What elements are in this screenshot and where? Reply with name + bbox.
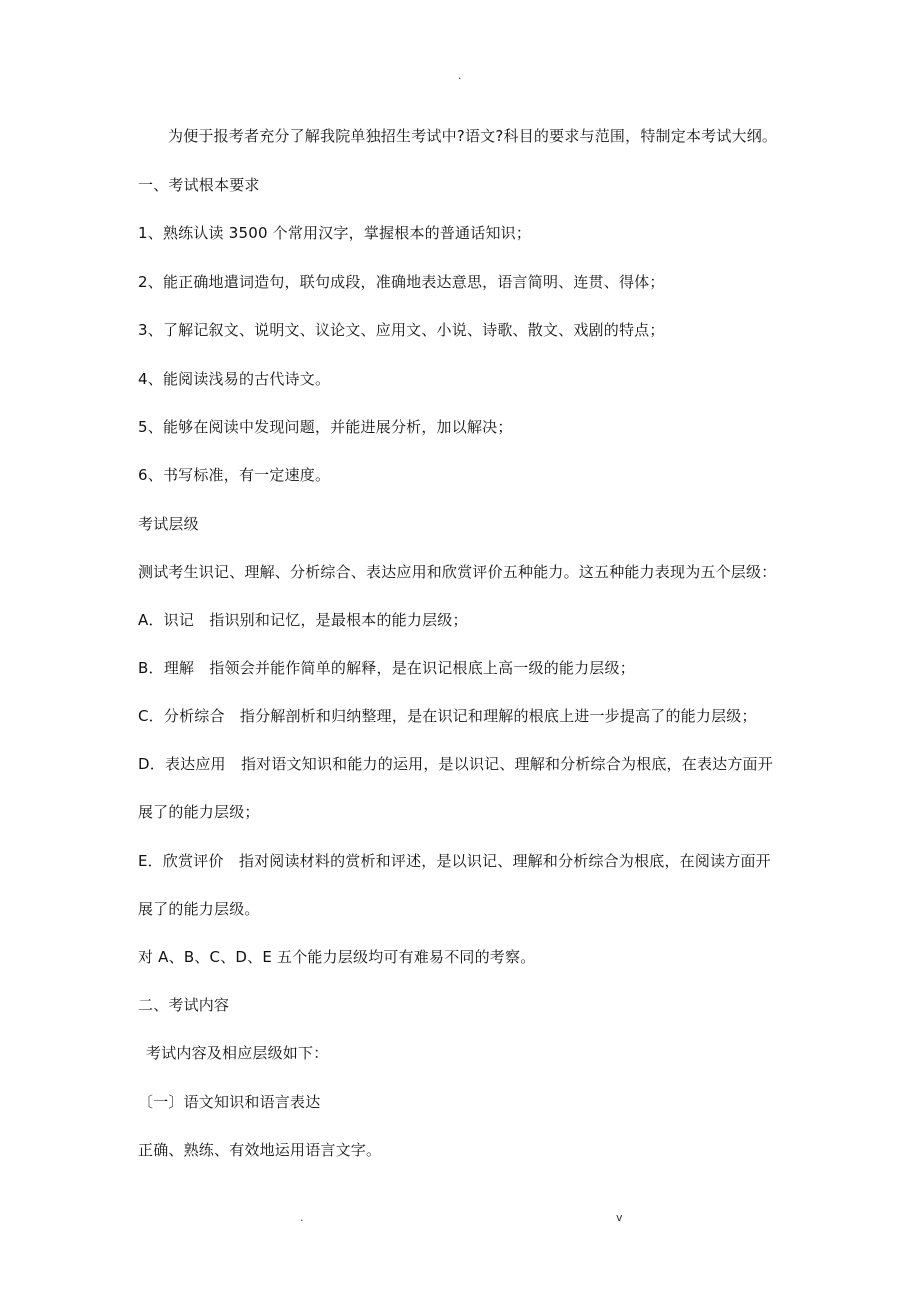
footer-dot: .	[300, 1211, 304, 1224]
level-d-line-2: 展了的能力层级；	[138, 803, 260, 821]
level-d-line-1: D．表达应用 指对语文知识和能力的运用，是以识记、理解和分析综合为根底，在表达方面开	[138, 755, 773, 773]
requirement-item-2: 2、能正确地遣词造句，联句成段，准确地表达意思，语言简明、连贯、得体；	[138, 273, 665, 291]
header-dot: .	[458, 69, 462, 82]
requirement-item-4: 4、能阅读浅易的古代诗文。	[138, 370, 331, 388]
level-e-line-2: 展了的能力层级。	[138, 900, 260, 918]
subsection-one-text: 正确、熟练、有效地运用语言文字。	[138, 1141, 382, 1159]
section-two-intro: 考试内容及相应层级如下：	[146, 1044, 329, 1062]
level-c: C．分析综合 指分解剖析和归纳整理，是在识记和理解的根底上进一步提高了的能力层级；	[138, 707, 757, 725]
level-b: B．理解 指领会并能作简单的解释，是在识记根底上高一级的能力层级；	[138, 659, 635, 677]
subsection-one-heading: 〔一〕语文知识和语言表达	[138, 1093, 321, 1111]
requirement-item-1: 1、熟练认读 3500 个常用汉字，掌握根本的普通话知识；	[138, 224, 532, 242]
level-a: A．识记 指识别和记忆，是最根本的能力层级；	[138, 611, 468, 629]
requirement-item-5: 5、能够在阅读中发现问题，并能进展分析，加以解决；	[138, 418, 513, 436]
level-e-line-1: E．欣赏评价 指对阅读材料的赏析和评述，是以识记、理解和分析综合为根底，在阅读方面开	[138, 852, 771, 870]
requirement-item-3: 3、了解记叙文、说明文、议论文、应用文、小说、诗歌、散文、戏剧的特点；	[138, 321, 665, 339]
footer-mark: v	[616, 1211, 623, 1224]
intro-paragraph: 为便于报考者充分了解我院单独招生考试中?语文?科目的要求与范围，特制定本考试大纲。	[168, 127, 778, 145]
requirement-item-6: 6、书写标准，有一定速度。	[138, 466, 331, 484]
levels-intro: 测试考生识记、理解、分析综合、表达应用和欣赏评价五种能力。这五种能力表现为五个层级：	[138, 563, 777, 581]
section-two-heading: 二、考试内容	[138, 996, 230, 1014]
levels-note: 对 A、B、C、D、E 五个能力层级均可有难易不同的考察。	[138, 948, 536, 966]
levels-heading: 考试层级	[138, 515, 199, 533]
section-one-heading: 一、考试根本要求	[138, 176, 260, 194]
